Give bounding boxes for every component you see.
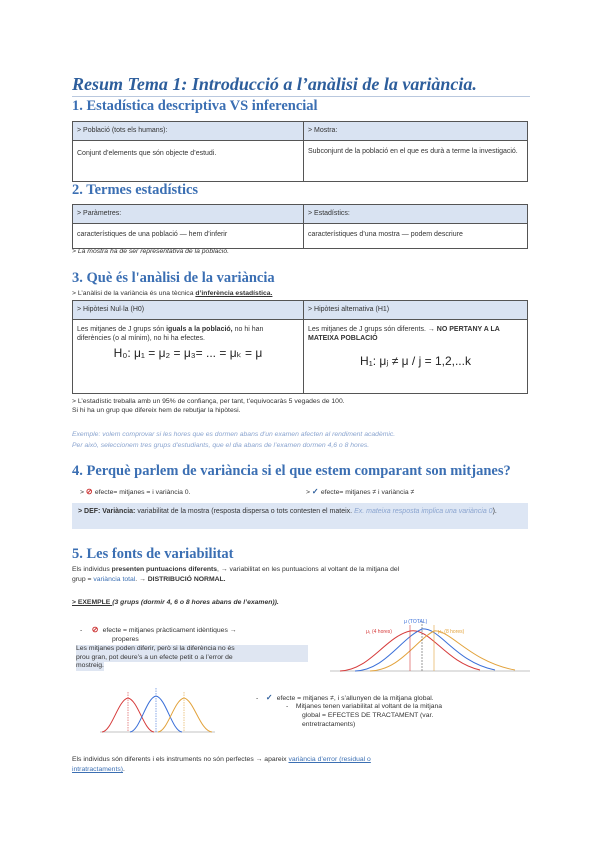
- chart-label-4h: μ₁ (4 hores): [366, 629, 392, 635]
- section-3-heading: 3. Què és l'anàlisi de la variància: [72, 270, 275, 286]
- effect-subitem-line-2: global = EFECTES DE TRACTAMENT (var.: [302, 712, 434, 719]
- table-cell-population: Conjunt d’elements que són objecte d’estudi.: [73, 141, 304, 182]
- def-italic: Ex. mateixa resposta implica una variància 0: [354, 508, 493, 515]
- curve-orange-2: [158, 698, 212, 732]
- h1-formula: H₁: μⱼ ≠ μ / j = 1,2,...k: [360, 354, 471, 368]
- final-text: Els individus són diferents i els instruments no són perfectes → apareix: [72, 756, 289, 763]
- overlapping-distributions-chart: [330, 617, 530, 677]
- variability-line-1: [72, 566, 399, 575]
- variability-line-2: [72, 576, 226, 585]
- example-heading: [72, 599, 279, 608]
- table-header-h1: > Hipòtesi alternativa (H1): [304, 301, 528, 320]
- title-rule: [72, 96, 530, 97]
- example-rest: (3 grups (dormir 4, 6 o 8 hores abans de l’examen)).: [112, 599, 279, 606]
- effect-subitem-line-1: Mitjanes tenen variabilitat al voltant de la mitjana: [295, 703, 443, 710]
- def-text: variabilitat de la mostra (resposta dispersa o tots contesten el mateix.: [135, 508, 355, 515]
- example-label: > EXEMPLE: [72, 599, 113, 606]
- h0-text-bold: iguals a la població,: [166, 326, 233, 333]
- table-cell-statistics: característiques d’una mostra — podem descriure: [304, 224, 528, 249]
- table-cell-h1: [304, 320, 528, 394]
- highlight-line-2: prou gran, pot deure’s a un efecte petit o a l’error de: [76, 654, 308, 663]
- h1-text-a: Les mitjanes de J grups són diferents. →: [308, 326, 437, 333]
- p1-text-a: Els individus: [72, 566, 112, 573]
- effect-item-text: efecte = mitjanes ≠, i s’allunyen de la mitjana global.: [276, 695, 434, 702]
- h1-text-bold: NO PERTANY A LA MATEIXA POBLACIÓ: [308, 326, 500, 342]
- table-cell-parameters: característiques de una població — hem d’inferir: [73, 224, 304, 249]
- def-end: ).: [492, 508, 497, 515]
- no-effect-highlight: [76, 645, 308, 671]
- p1-text-b: , → variabilitat en les puntuacions al voltant de la mitjana del: [217, 566, 400, 573]
- effect-text: efecte= mitjanes ≠ i variància ≠: [320, 489, 415, 496]
- no-sign-icon-2: ⊘: [91, 625, 99, 634]
- section-2-table: [72, 204, 528, 249]
- highlight-line-3: mostreig.: [76, 662, 104, 670]
- section-1-table: [72, 121, 528, 182]
- table-cell-h0: [73, 320, 304, 394]
- table-header-sample: > Mostra:: [304, 122, 528, 141]
- effect-subitem: - Mitjanes tenen variabilitat al voltant de la mitjana: [286, 703, 443, 710]
- variance-definition-box: [72, 503, 528, 529]
- chart-label-8h: μ₃ (8 hores): [438, 629, 465, 635]
- example-line-1: Exemple: volem comprovar si les hores que es dormen abans d'un examen afecten al rendiment acadèmic.: [72, 431, 396, 438]
- no-effect-item: - ⊘ efecte = mitjanes pràcticament idèntiques →: [80, 625, 237, 634]
- h0-text-a: Les mitjanes de J grups són: [77, 326, 167, 333]
- intro-text: > L’anàlisi de la variància és una tècnica: [72, 290, 196, 297]
- hypothesis-table: [72, 300, 528, 394]
- section-5-heading: 5. Les fonts de variabilitat: [72, 546, 234, 562]
- highlight-line-1: Les mitjanes poden diferir, però si la diferència no és: [76, 645, 308, 654]
- example-line-2: Per això, seleccionem tres grups d'estudiants, que el dia abans de l’examen dormen 4,6 o 8 hores.: [72, 442, 370, 449]
- check-icon-2: ✓: [265, 693, 273, 702]
- separated-distributions-chart: [100, 686, 215, 736]
- error-variance-link: variància d’error (residual o: [288, 756, 371, 763]
- def-label: > DEF: Variància:: [78, 508, 136, 515]
- chart-label-total: μ (TOTAL): [404, 619, 428, 625]
- error-variance-line-1: [72, 756, 371, 765]
- normal-distribution-text: DISTRIBUCIÓ NORMAL.: [147, 576, 226, 583]
- section-4-heading: 4. Perquè parlem de variància si el que estem comparant son mitjanes?: [72, 463, 511, 479]
- error-variance-line-2: [72, 766, 125, 775]
- p2-text-a: grup =: [72, 576, 94, 583]
- document-title: Resum Tema 1: Introducció a l’anàlisi de la variància.: [72, 74, 477, 94]
- inference-link: d’inferència estadística.: [195, 290, 273, 297]
- no-effect-line: > ⊘ efecte= mitjanes = i variància 0.: [80, 487, 191, 496]
- table-cell-sample: Subconjunt de la població en el que es durà a terme la investigació.: [304, 141, 528, 182]
- no-effect-item-text: efecte = mitjanes pràcticament idèntiques →: [102, 627, 237, 634]
- curve-blue: [355, 629, 495, 671]
- table-header-population: > Població (tots els humans):: [73, 122, 304, 141]
- effect-subitem-line-3: entretractaments): [302, 721, 356, 728]
- section-2-note: > La mostra ha de ser representativa de la població.: [72, 248, 229, 255]
- total-variance-text: variància total: [93, 576, 136, 583]
- h0-text-b: no hi han diferències (o al mínim), no hi ha efectes.: [77, 326, 264, 342]
- table-header-h0: > Hipòtesi Nul·la (H0): [73, 301, 304, 320]
- section-2-heading: 2. Termes estadístics: [72, 182, 199, 198]
- curve-orange: [370, 631, 515, 671]
- effect-item: - ✓ efecte = mitjanes ≠, i s’allunyen de la mitjana global.: [256, 693, 434, 702]
- confidence-note: > L’estadístic treballa amb un 95% de confiança, per tant, t’equivocaràs 5 vegades de 100.: [72, 398, 345, 405]
- section-1-heading: 1. Estadística descriptiva VS inferencial: [72, 98, 318, 114]
- p2-text-b: . →: [135, 576, 148, 583]
- final-end: .: [123, 766, 125, 773]
- error-variance-link-2: intratractaments): [72, 766, 123, 773]
- p1-bold: presenten puntuacions diferents: [111, 566, 218, 573]
- section-3-intro: [72, 290, 272, 299]
- table-header-statistics: > Estadístics:: [304, 205, 528, 224]
- effect-line: > ✓ efecte= mitjanes ≠ i variància ≠: [306, 487, 415, 496]
- h0-formula: H₀: μ₁ = μ₂ = μ₃= ... = μₖ = μ: [113, 346, 263, 360]
- table-header-parameters: > Paràmetres:: [73, 205, 304, 224]
- check-icon: ✓: [311, 487, 319, 496]
- no-effect-text: efecte= mitjanes = i variància 0.: [94, 489, 191, 496]
- no-sign-icon: ⊘: [85, 487, 93, 496]
- no-effect-item-cont: properes: [112, 636, 139, 643]
- reject-note: Si hi ha un grup que difereix hem de rebutjar la hipòtesi.: [72, 407, 241, 414]
